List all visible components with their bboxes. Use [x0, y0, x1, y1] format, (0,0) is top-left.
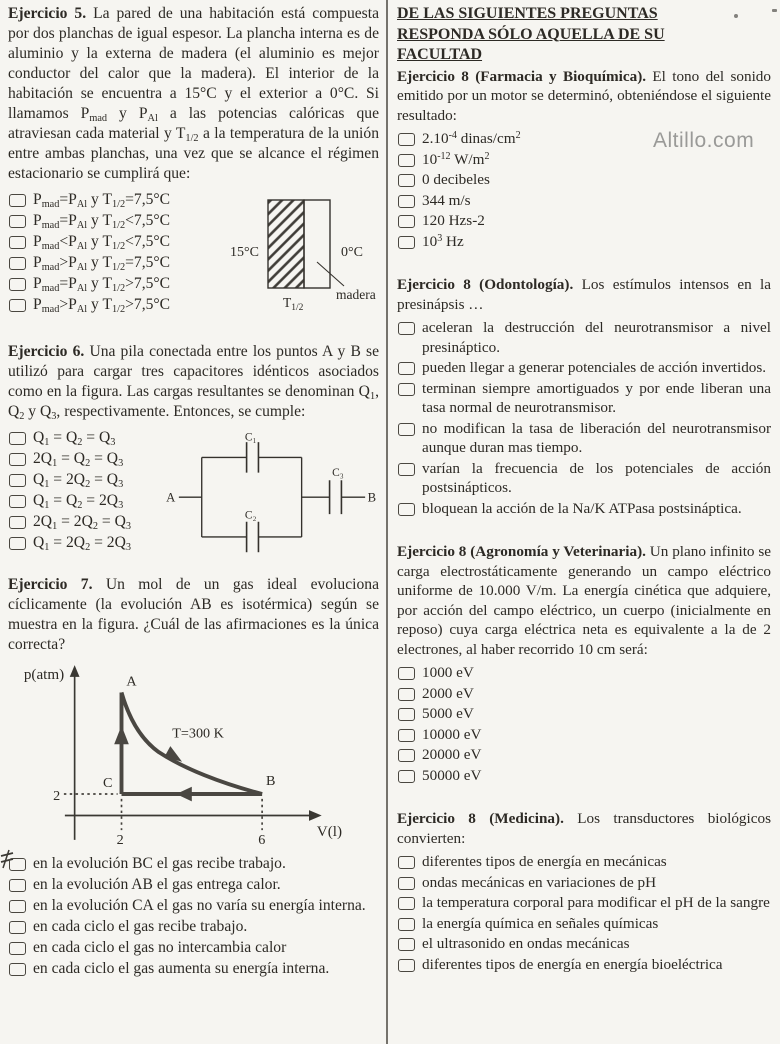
- option-label: 50000 eV: [422, 766, 482, 784]
- x-axis-label: V(l): [316, 824, 343, 840]
- exercise-5-options: [8, 190, 226, 316]
- capacitor-3-label: C₃: [332, 467, 344, 480]
- checkbox[interactable]: [9, 194, 26, 207]
- exercise-8-farmacia-title: Ejercicio 8 (Farmacia y Bioquímica).: [397, 67, 647, 85]
- checkbox[interactable]: [9, 963, 26, 976]
- option-label: 0 decibeles: [422, 171, 490, 188]
- option-row: [397, 852, 771, 872]
- exercise-6-paragraph: [8, 342, 379, 422]
- header-line-1: DE LAS SIGUIENTES PREGUNTAS: [397, 5, 658, 22]
- y-tick-2: 2: [53, 787, 61, 804]
- checkbox[interactable]: [9, 278, 26, 291]
- checkbox[interactable]: [9, 942, 26, 955]
- option-row: [397, 725, 771, 745]
- option-row: [397, 150, 771, 170]
- capacitor-2-label: C₂: [244, 509, 257, 522]
- option-label: 344 m/s: [422, 191, 471, 209]
- checkbox[interactable]: [9, 215, 26, 228]
- option-label: $P_{mad}>P_{Al}$ y $T_{1/2}>7,5^\circ C$: [33, 296, 171, 315]
- arrow-up-CA: [114, 726, 129, 745]
- checkbox[interactable]: [398, 236, 415, 249]
- option-label: $P_{mad}>P_{Al}$ y $T_{1/2}=7,5^\circ C$: [33, 254, 171, 273]
- checkbox[interactable]: [398, 729, 415, 742]
- checkbox[interactable]: [9, 257, 26, 270]
- option-label: $P_{mad}=P_{Al}$ y $T_{1/2}>7,5^\circ C$: [33, 275, 171, 294]
- faculty-instruction-header: [397, 4, 771, 66]
- checkbox[interactable]: [398, 938, 415, 951]
- checkbox[interactable]: [9, 516, 26, 529]
- exercise-8-odontologia-options: [397, 318, 771, 518]
- option-row: [8, 959, 379, 979]
- exercise-7: [8, 575, 379, 979]
- option-row: [397, 766, 771, 786]
- x-tick-2: 2: [116, 831, 124, 847]
- exercise-8-agronomia: [397, 542, 771, 785]
- exercise-6-title: Ejercicio 6.: [8, 343, 85, 360]
- exercise-6-body: Una pila conectada entre los puntos A y B se utilizó para cargar tres capacitores idénticos asociados como en la figura. Las cargas resultantes se denominan $Q_1$, $Q_2$ y $Q_3$, respectivamente. Entonces, se cumple:: [8, 343, 379, 422]
- option-row: [8, 470, 166, 490]
- option-row: [8, 512, 166, 532]
- option-row: [397, 893, 771, 913]
- checkbox[interactable]: [9, 900, 26, 913]
- checkbox[interactable]: [398, 877, 415, 890]
- wall-figure: [228, 192, 378, 320]
- option-label: $10^3$ Hz: [422, 232, 464, 250]
- option-label: varían la frecuencia de los potenciales de acción postsinápticos.: [422, 459, 771, 496]
- checkbox[interactable]: [398, 897, 415, 910]
- checkbox[interactable]: [9, 879, 26, 892]
- y-axis-label: p(atm): [23, 666, 65, 683]
- exercise-7-paragraph: [8, 575, 379, 655]
- checkbox[interactable]: [398, 856, 415, 869]
- column-divider-line: [386, 0, 388, 1044]
- aluminum-slab: [268, 200, 304, 288]
- exercise-8-medicina-options: [397, 852, 771, 974]
- exercise-7-options: [8, 854, 379, 979]
- checkbox[interactable]: [9, 432, 26, 445]
- option-label: en cada ciclo el gas aumenta su energía interna.: [33, 960, 330, 977]
- option-row: [397, 419, 771, 458]
- node-a-label: A: [166, 490, 176, 505]
- checkbox[interactable]: [9, 299, 26, 312]
- point-b-label: B: [266, 773, 276, 790]
- option-label: $Q_1 = Q_2 = 2Q_3$: [33, 492, 124, 511]
- exercise-8-agronomia-body: Un plano infinito se carga electrostáticamente generando un campo eléctrico uniforme de 10.000 V/m. La energía cinética que adquiere, por acción del campo eléctrico, un cuerpo (inicialmente en reposo) cuya carga eléctrica neta es equivalente a la de 2 electrones, al haber recorrido 10 cm será:: [397, 543, 772, 658]
- checkbox[interactable]: [9, 474, 26, 487]
- option-row: [8, 295, 226, 315]
- checkbox[interactable]: [9, 495, 26, 508]
- capacitor-1-label: C₁: [244, 432, 257, 444]
- checkbox[interactable]: [398, 918, 415, 931]
- junction-temp-label: $T_{1/2}$: [283, 295, 304, 313]
- point-a-label: A: [126, 673, 137, 690]
- y-axis-arrow: [70, 665, 80, 677]
- exercise-8-medicina-title: Ejercicio 8 (Medicina).: [397, 810, 564, 827]
- exercise-8-farmacia-paragraph: [397, 67, 771, 126]
- option-row: [397, 873, 771, 893]
- checkbox[interactable]: [398, 362, 415, 375]
- option-row: [397, 211, 771, 231]
- point-c-label: C: [102, 775, 113, 792]
- checkbox[interactable]: [398, 708, 415, 721]
- option-label: ondas mecánicas en variaciones de pH: [422, 873, 657, 891]
- exercise-8-farmacia-options: [397, 129, 771, 251]
- node-b-label: B: [367, 490, 377, 505]
- option-label: 5000 eV: [422, 705, 474, 722]
- option-row: [8, 190, 226, 210]
- option-row: [397, 914, 771, 934]
- option-label: $P_{mad}=P_{Al}$ y $T_{1/2}<7,5^\circ C$: [33, 212, 171, 231]
- option-row: [397, 499, 771, 519]
- exercise-7-title: Ejercicio 7.: [8, 576, 93, 593]
- checkbox[interactable]: [398, 383, 415, 396]
- option-row: [8, 938, 379, 958]
- option-label: 120 Hzs-2: [422, 212, 485, 229]
- option-label: $10^{-12}$ $W/m^2$: [422, 150, 490, 168]
- option-row: [397, 955, 771, 975]
- option-row: [397, 232, 771, 252]
- exercise-8-medicina: [397, 809, 771, 974]
- exercise-8-agronomia-title: Ejercicio 8 (Agronomía y Veterinaria).: [397, 543, 646, 560]
- x-axis-arrow: [309, 810, 322, 821]
- exercise-8-medicina-body: Los transductores biológicos convierten:: [397, 810, 771, 847]
- option-row: [397, 745, 771, 765]
- header-line-3: FACULTAD: [397, 46, 483, 63]
- exercise-8-farmacia: [397, 67, 771, 252]
- checkbox[interactable]: [398, 322, 415, 335]
- option-label: la energía química en señales químicas: [422, 914, 659, 932]
- checkbox[interactable]: [9, 236, 26, 249]
- exercise-8-agronomia-paragraph: [397, 542, 771, 659]
- option-label: $Q_1 = 2Q_2 = Q_3$: [33, 471, 124, 490]
- exercise-8-odontologia-body: Los estímulos intensos en la presinápsis …: [397, 276, 771, 313]
- option-row: [397, 358, 771, 378]
- option-row: [8, 232, 226, 252]
- checkbox[interactable]: [398, 423, 415, 436]
- option-row: [8, 875, 379, 895]
- checkbox[interactable]: [398, 503, 415, 516]
- option-row: [397, 170, 771, 190]
- option-label: $Q_1 = 2Q_2 = 2Q_3$: [33, 534, 131, 553]
- right-column: [397, 4, 771, 975]
- option-label: en la evolución CA el gas no varía su energía interna.: [33, 897, 366, 914]
- option-label: $2Q_1 = 2Q_2 = Q_3$: [33, 513, 131, 532]
- option-label: diferentes tipos de energía en mecánicas: [422, 853, 667, 870]
- option-row: [8, 533, 166, 553]
- option-label: en la evolución BC el gas recibe trabajo.: [33, 855, 286, 872]
- option-label: el ultrasonido en ondas mecánicas: [422, 935, 630, 952]
- arrow-left-BC: [176, 787, 192, 802]
- wood-slab: [304, 200, 330, 288]
- option-row: [397, 934, 771, 954]
- option-label: en cada ciclo el gas no intercambia calor: [33, 939, 287, 956]
- option-label: diferentes tipos de energía en energía bioeléctrica: [422, 955, 723, 973]
- checkbox[interactable]: [398, 133, 415, 146]
- option-label: la temperatura corporal para modificar el pH de la sangre: [422, 894, 770, 911]
- watermark: Altillo.com: [653, 129, 755, 152]
- exercise-6-options: [8, 428, 166, 554]
- option-row: [397, 459, 771, 498]
- option-label: $2.10^{-4}$ dinas/$cm^2$: [422, 129, 521, 147]
- option-row: [8, 449, 166, 469]
- checkbox[interactable]: [398, 174, 415, 187]
- option-row: [8, 253, 226, 273]
- option-row: [397, 704, 771, 724]
- option-row: [8, 917, 379, 937]
- checkbox[interactable]: [398, 154, 415, 167]
- option-label: 10000 eV: [422, 725, 482, 743]
- checkbox[interactable]: [398, 749, 415, 762]
- option-label: en cada ciclo el gas recibe trabajo.: [33, 918, 248, 935]
- header-line-2: RESPONDA SÓLO AQUELLA DE SU: [397, 25, 665, 43]
- option-row: [397, 684, 771, 704]
- exercise-8-farmacia-body: El tono del sonido emitido por un motor se determinó, obteniéndose el siguiente resultado:: [397, 67, 771, 124]
- checkbox[interactable]: [9, 921, 26, 934]
- option-label: terminan siempre amortiguados y por ende liberan una tasa normal de neurotransmisor.: [422, 379, 771, 416]
- option-label: aceleran la destrucción del neurotransmisor a nivel presináptico.: [422, 319, 771, 356]
- checkbox[interactable]: [9, 858, 26, 871]
- option-label: $P_{mad}=P_{Al}$ y $T_{1/2}=7,5^\circ C$: [33, 191, 171, 210]
- speckle-dot: [772, 9, 777, 12]
- option-row: [8, 896, 379, 916]
- exercise-5-body: La pared de una habitación está compuesta por dos planchas de igual espesor. La plancha interna es de aluminio y la externa de madera (el aluminio es mejor conductor del calor que la madera). El interior de la habitación se encuentra a 15°C y el exterior a 0°C. Si llamamos $P_{mad}$ y $P_{Al}$ a las potencias calóricas que atraviesan cada material y $T_{1/2}$ a la temperatura de la unión entre ambas planchas, una vez que se alcance el régimen estacionario se cumplirá que:: [8, 5, 379, 182]
- option-label: 20000 eV: [422, 746, 482, 763]
- option-row: [8, 491, 166, 511]
- option-row: [397, 191, 771, 211]
- checkbox[interactable]: [398, 959, 415, 972]
- option-label: pueden llegar a generar potenciales de acción invertidos.: [422, 359, 767, 376]
- checkbox[interactable]: [9, 537, 26, 550]
- option-label: en la evolución AB el gas entrega calor.: [33, 876, 281, 893]
- exercise-7-body: Un mol de un gas ideal evoluciona cíclicamente (la evolución AB es isotérmica) según se muestra en la figura. ¿Cuál de las afirmaciones es la única correcta?: [8, 576, 379, 653]
- right-temp-label: 0°C: [341, 245, 363, 260]
- exercise-5: [8, 4, 379, 320]
- option-row: [8, 274, 226, 294]
- option-label: bloquean la acción de la Na/K ATPasa postsináptica.: [422, 499, 742, 517]
- option-row: [397, 318, 771, 357]
- circuit-figure: [166, 432, 378, 559]
- option-row: [397, 379, 771, 418]
- isotherm-label: T=300 K: [172, 725, 224, 742]
- pv-diagram: [18, 659, 350, 847]
- checkbox[interactable]: [398, 770, 415, 783]
- option-label: $Q_1 = Q_2 = Q_3$: [33, 429, 116, 448]
- exercise-8-medicina-paragraph: [397, 809, 771, 848]
- exercise-5-title: Ejercicio 5.: [8, 5, 87, 22]
- x-tick-6: 6: [258, 831, 266, 847]
- left-column: [8, 4, 379, 980]
- option-row: [397, 663, 771, 683]
- exercise-8-agronomia-options: [397, 663, 771, 785]
- segment-AB-isotherm: [122, 692, 263, 794]
- exercise-8-odontologia-paragraph: [397, 275, 771, 314]
- option-row: [8, 428, 166, 448]
- checkbox[interactable]: [398, 195, 415, 208]
- left-temp-label: 15°C: [230, 245, 259, 260]
- exercise-6: [8, 342, 379, 559]
- exercise-5-paragraph: [8, 4, 379, 184]
- option-label: no modifican la tasa de liberación del neurotransmisor aunque duran mas tiempo.: [422, 419, 771, 456]
- checkbox[interactable]: [398, 667, 415, 680]
- checkbox[interactable]: [398, 688, 415, 701]
- option-label: $2Q_1 = Q_2 = Q_3$: [33, 450, 124, 469]
- option-label: 1000 eV: [422, 664, 474, 681]
- option-label: 2000 eV: [422, 684, 474, 702]
- exercise-8-odontologia: [397, 275, 771, 518]
- option-label: $P_{mad}<P_{Al}$ y $T_{1/2}<7,5^\circ C$: [33, 233, 171, 252]
- option-row: [8, 211, 226, 231]
- option-row: [397, 129, 771, 149]
- checkbox[interactable]: [398, 215, 415, 228]
- wood-label: madera: [336, 287, 376, 302]
- checkbox[interactable]: [9, 453, 26, 466]
- exercise-8-odontologia-title: Ejercicio 8 (Odontología).: [397, 276, 574, 293]
- checkbox[interactable]: [398, 463, 415, 476]
- option-row: [8, 854, 379, 874]
